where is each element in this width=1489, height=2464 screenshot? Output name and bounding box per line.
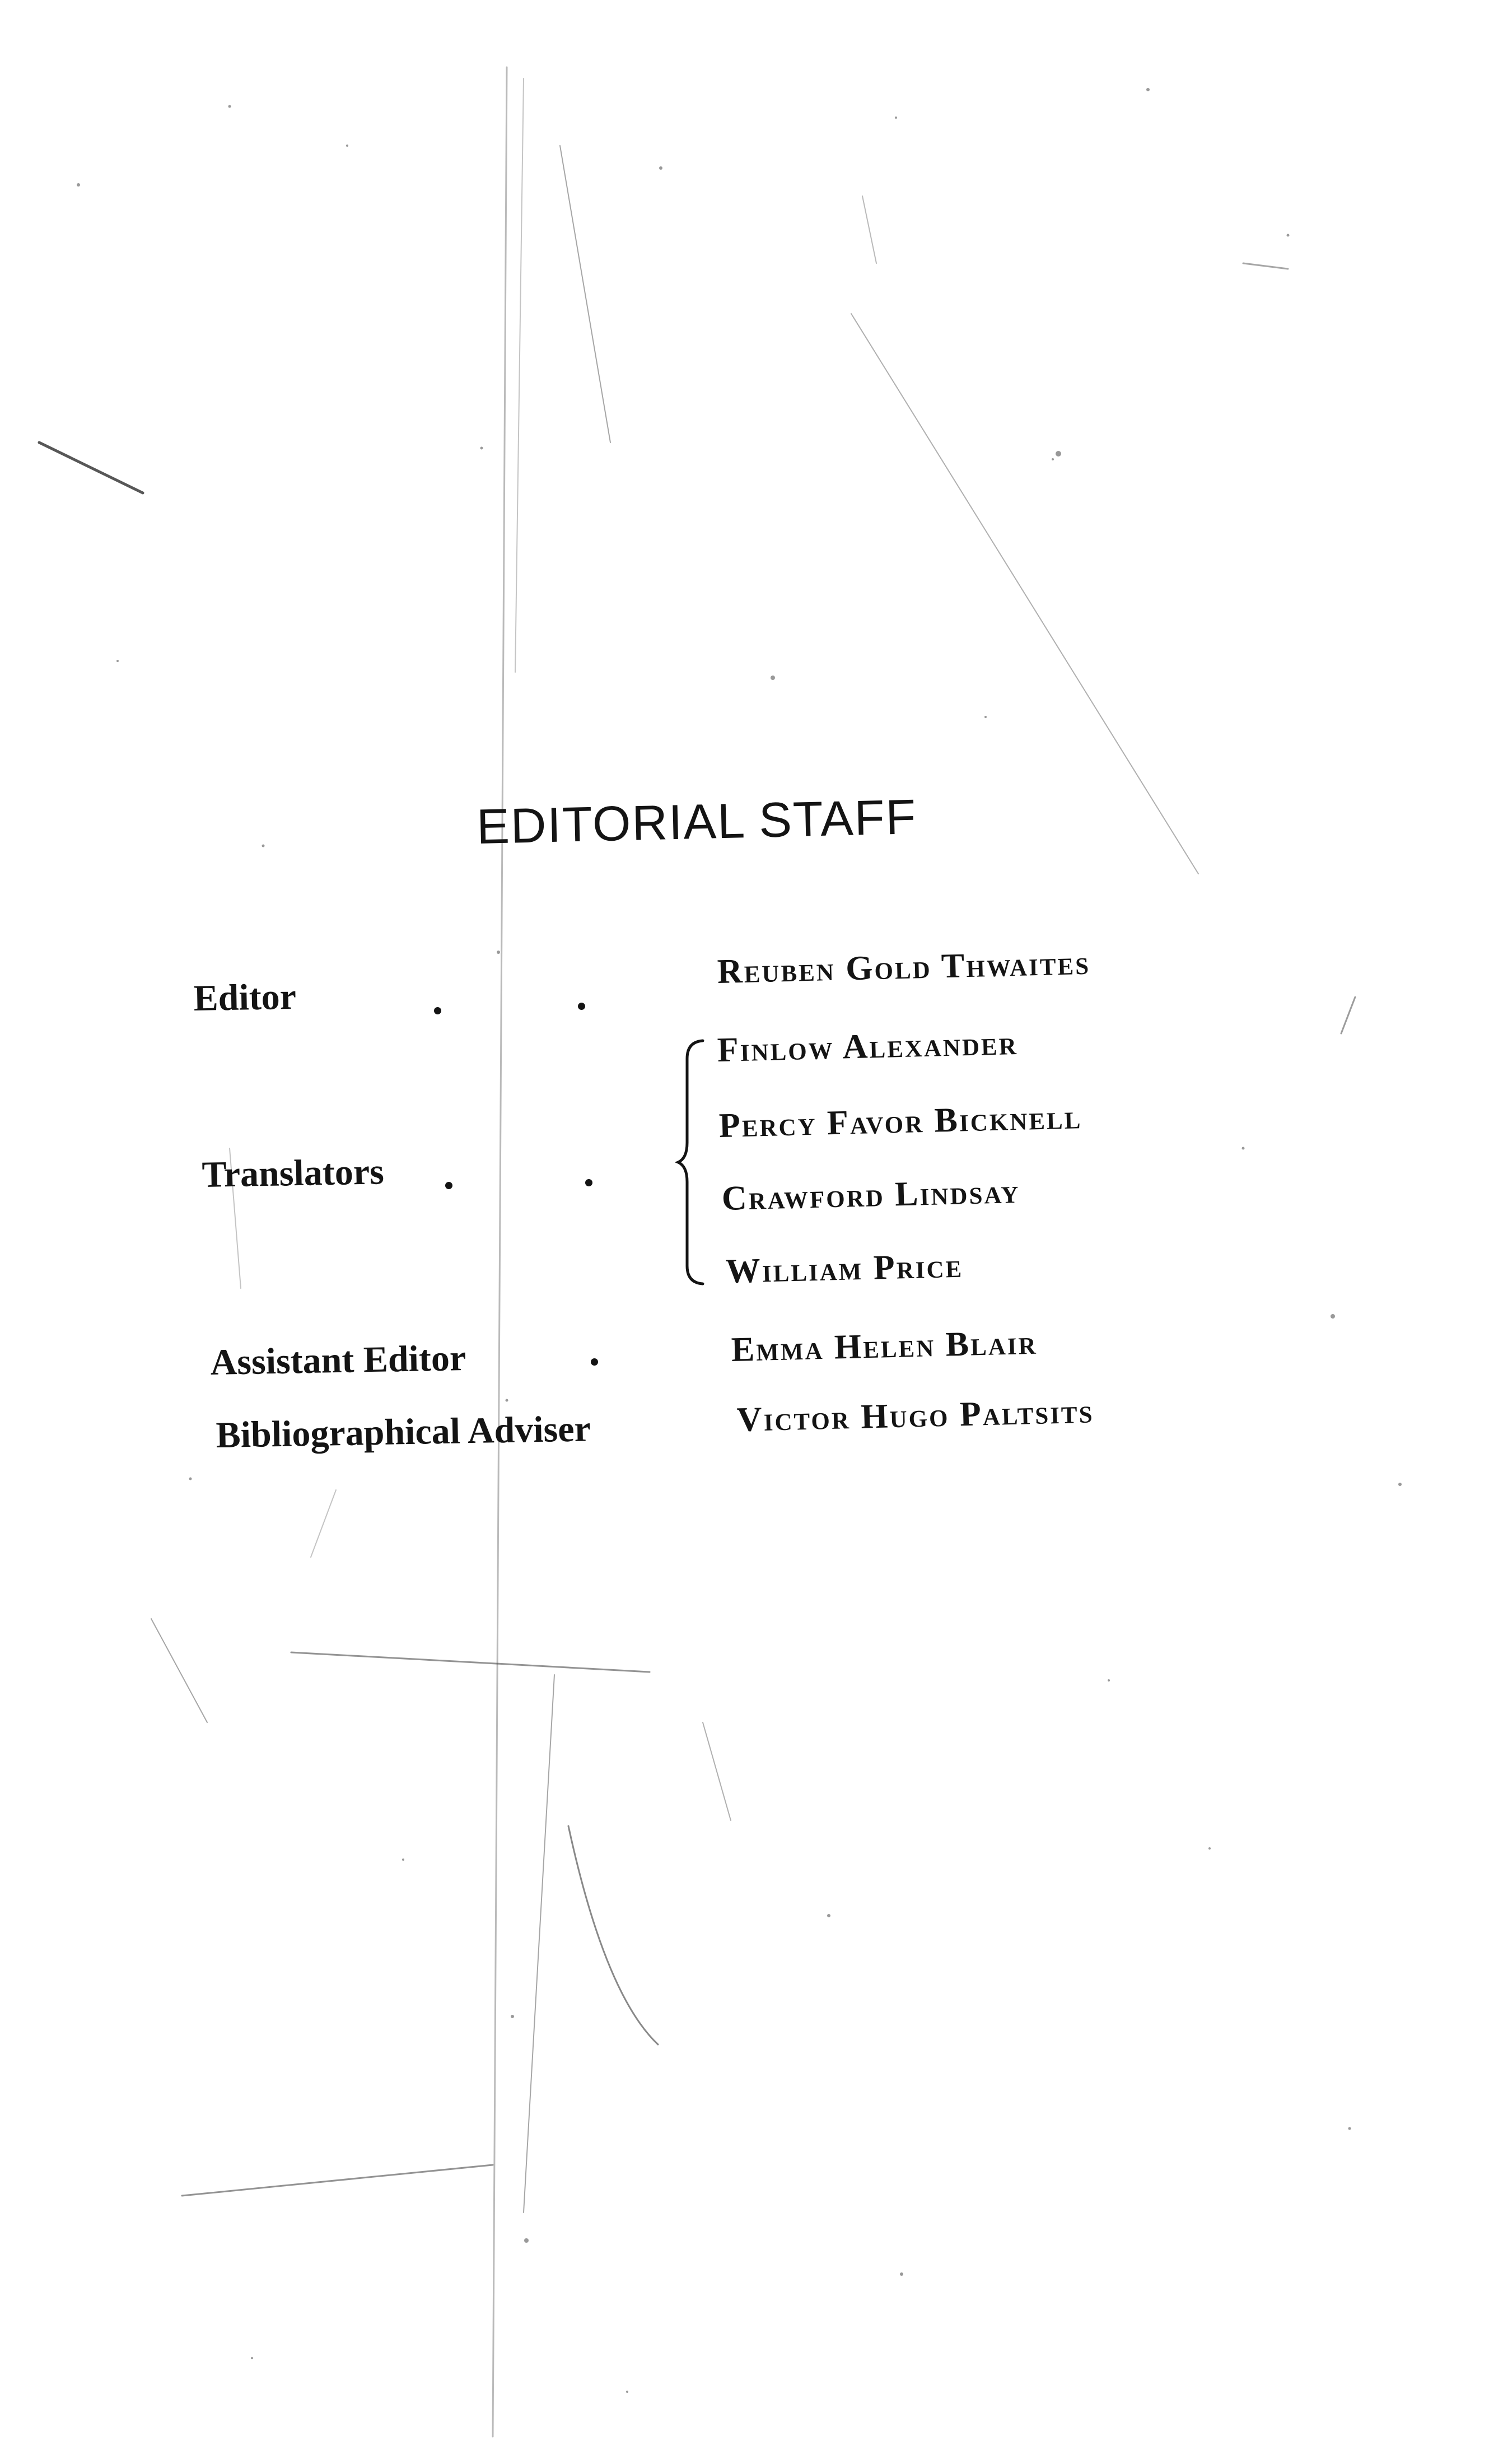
name-editor: Reuben Gold Thwaites — [717, 943, 1091, 991]
name-assistant-editor: Emma Helen Blair — [731, 1323, 1038, 1369]
page-title: EDITORIAL STAFF — [476, 789, 918, 854]
role-bibliographical-adviser: Bibliographical Adviser — [216, 1408, 591, 1456]
leader-dot — [578, 1003, 585, 1010]
leader-dot — [445, 1182, 452, 1189]
role-editor: Editor — [193, 976, 297, 1019]
name-translator: William Price — [725, 1246, 964, 1291]
translators-brace — [675, 1036, 708, 1288]
name-translator: Percy Favor Bicknell — [718, 1098, 1082, 1145]
name-bibliographical-adviser: Victor Hugo Paltsits — [736, 1392, 1095, 1439]
role-assistant-editor: Assistant Editor — [210, 1338, 466, 1383]
leader-dot — [585, 1179, 592, 1186]
leader-dot — [591, 1358, 598, 1366]
role-translators: Translators — [202, 1151, 385, 1195]
name-translator: Finlow Alexander — [717, 1023, 1019, 1069]
name-translator: Crawford Lindsay — [721, 1172, 1021, 1218]
leader-dot — [434, 1007, 441, 1014]
